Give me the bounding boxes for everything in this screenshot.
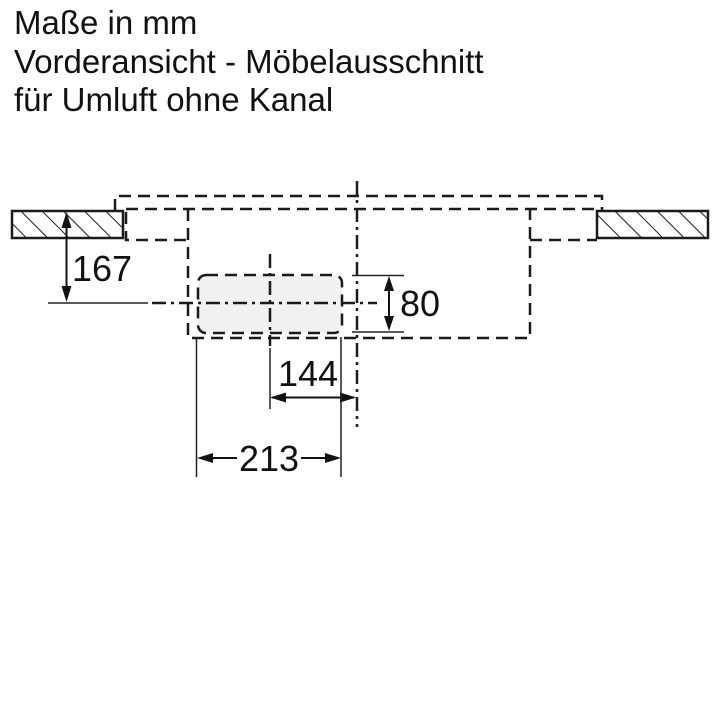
dim-144-arrow-left [270,393,286,403]
title-line-mode: für Umluft ohne Kanal [14,81,334,118]
title-line-view: Vorderansicht - Möbelausschnitt [14,42,484,80]
dim-144-arrow-right [340,393,356,403]
dim-label-144: 144 [277,353,339,394]
dim-label-80: 80 [400,283,441,324]
dim-167-arrow-down [62,286,72,302]
dim-213-arrow-right [325,453,341,463]
dim-213-arrow-left [197,453,213,463]
cutout-step-left [126,212,188,240]
dim-label-213: 213 [238,438,300,479]
dim-80-arrow-up [384,276,394,291]
title-line-units: Maße in mm [14,4,198,41]
dim-label-167: 167 [72,248,133,289]
dim-80-arrow-down [384,316,394,331]
worktop-section-right [597,211,708,238]
